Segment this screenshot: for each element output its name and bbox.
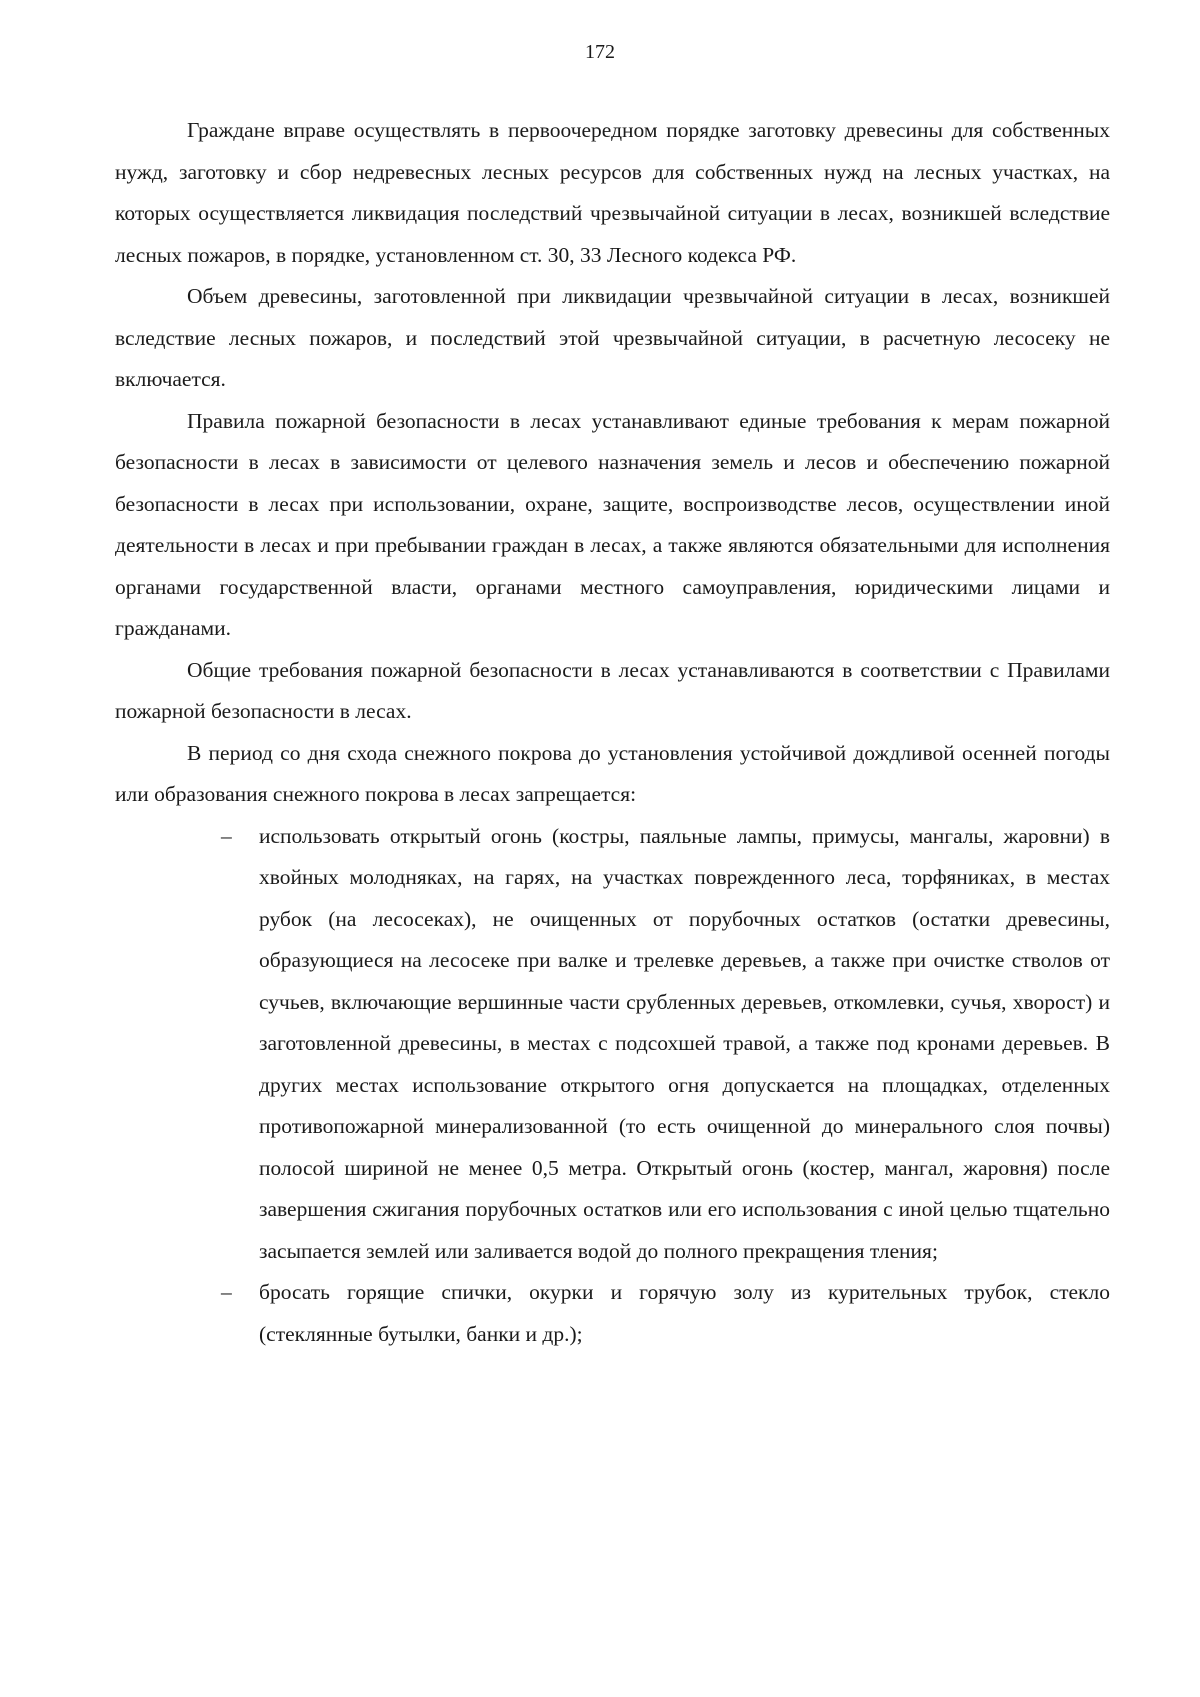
list-marker: – [221,823,232,848]
list-item [221,816,1110,1273]
list-item-text: использовать открытый огонь (костры, паяльные лампы, примусы, мангалы, жаровни) в хвойных молодняках, на гарях, на участках поврежденного леса, торфяниках, в местах рубок (на лесосеках), не очищенных от порубочных остатков (остатки древесины, образующиеся на лесосеке при валке и трелевке деревьев, а также при очистке стволов от сучьев, включающие вершинные части срубленных деревьев, откомлевки, сучья, хворост) и заготовленной древесины, в местах с подсохшей травой, а также под кронами деревьев. В других местах использование открытого огня допускается на площадках, отделенных противопожарной минерализованной (то есть очищенной до минерального слоя почвы) полосой шириной не менее 0,5 метра. Открытый огонь (костер, мангал, жаровня) после завершения сжигания порубочных остатков или его использования с иной целью тщательно засыпается землей или заливается водой до полного прекращения тления; [259,823,1110,1263]
paragraph-prohibitions-intro: В период со дня схода снежного покрова до установления устойчивой дождливой осенней погоды или образования снежного покрова в лесах запрещается: [115,740,1110,806]
paragraph-general-requirements: Общие требования пожарной безопасности в лесах устанавливаются в соответствии с Правилами пожарной безопасности в лесах. [115,657,1110,723]
list-marker: – [221,1280,232,1304]
paragraph-citizens-rights: Граждане вправе осуществлять в первоочередном порядке заготовку древесины для собственных нужд, заготовку и сбор недревесных лесных ресурсов для собственных нужд на лесных участках, на которых осуществляется ликвидация последствий чрезвычайной ситуации в лесах, возникшей вследствие лесных пожаров, в порядке, установленном ст. 30, 33 Лесного кодекса РФ. [115,118,1110,267]
prohibitions-list [115,816,1110,1356]
page-number: 172 [585,41,615,63]
list-item [221,1272,1110,1355]
paragraph-timber-volume: Объем древесины, заготовленной при ликвидации чрезвычайной ситуации в лесах, возникшей вследствие лесных пожаров, и последствий этой чрезвычайной ситуации, в расчетную лесосеку не включается. [115,284,1110,391]
page-body [115,110,1110,1355]
list-item-text: бросать горящие спички, окурки и горячую золу из курительных трубок, стекло (стеклянные бутылки, банки и др.); [259,1280,1110,1346]
paragraph-fire-safety-rules: Правила пожарной безопасности в лесах устанавливают единые требования к мерам пожарной безопасности в лесах в зависимости от целевого назначения земель и лесов и обеспечению пожарной безопасности в лесах при использовании, охране, защите, воспроизводстве лесов, осуществлении иной деятельности в лесах и при пребывании граждан в лесах, а также являются обязательными для исполнения органами государственной власти, органами местного самоуправления, юридическими лицами и гражданами. [115,408,1110,640]
